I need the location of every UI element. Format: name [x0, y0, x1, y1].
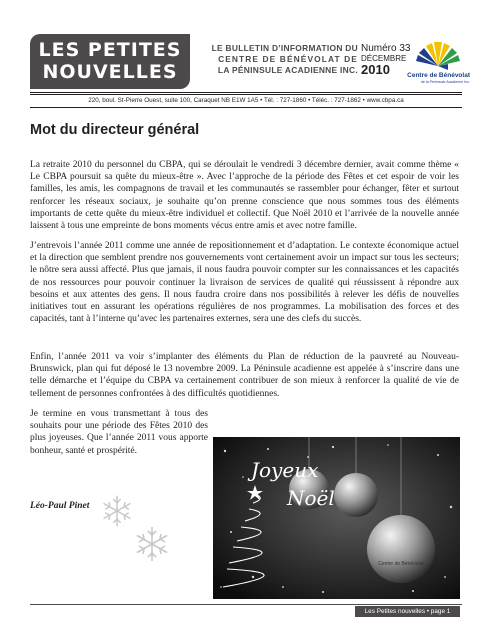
ornament-label: Centre de Bénévolat — [378, 561, 424, 567]
bulletin-line-1: LE BULLETIN D’INFORMATION DU — [211, 43, 358, 53]
signature: Léo-Paul Pinet — [30, 501, 90, 511]
greeting-line-2: Noël — [287, 486, 335, 510]
bulletin-description — [198, 43, 358, 76]
christmas-card-image — [213, 437, 460, 599]
page-footer: Les Petites nouvelles • page 1 — [355, 606, 460, 617]
contact-line: 220, boul. St-Pierre Ouest, suite 100, Caraquet NB E1W 1A5 • Tél. : 727-1860 • Téléc. : 727-1862 • www.cbpa.ca — [88, 97, 404, 104]
contact-rule — [30, 107, 462, 108]
top-rule-2 — [30, 94, 462, 95]
bulletin-line-3: LA PÉNINSULE ACADIENNE INC. — [217, 65, 358, 75]
bulletin-line-2: CENTRE DE BÉNÉVOLAT DE — [218, 54, 358, 64]
logo-name: Centre de Bénévolat — [407, 72, 470, 79]
ornament-3-icon — [367, 515, 435, 583]
article-paragraph-2: J’entrevois l’année 2011 comme une année de repositionnement et d’adaptation. Le contexte économique actuel et la direction que semblent prendre nos gouvernements vont certainement avoir un impact sur tous les secteurs; le nôtre sera aussi affecté. Plus que jamais, il nous faudra pouvoir compter sur les connaissances et les capacités de nos ressources pour pouvoir continuer la livraison de services de qualité qui réussissent à répondre aux besoins et aux attentes des gens. Il nous faudra croire dans nos possibilités à relever les défis de nouvelles initiatives tout en assurant les opérations régulières de nos programmes. La mobilisation des forces et des capacités, tant à l’interne qu’avec les partenaires externes, sera une des clefs du succès. — [30, 241, 459, 325]
ornament-2-icon — [334, 473, 378, 517]
footer-rule — [30, 604, 462, 605]
article-paragraph-3: Enfin, l’année 2011 va voir s’implanter des éléments du Plan de réduction de la pauvreté au Nouveau-Brunswick, plan qui fut déposé le 13 novembre 2009. La Péninsule acadienne est appelée à s’inscrire dans une telle démarche et l’équipe du CBPA va certainement contribuer de son mieux à renforcer la qualité de vie de tellement de personnes confrontées à des difficultés quotidiennes. — [30, 352, 459, 399]
top-rule-1 — [30, 92, 462, 93]
snowflake-icon — [99, 493, 135, 529]
article-paragraph-4: Je termine en vous transmettant à tous des souhaits pour une période des Fêtes 2010 des plus joyeuses. Que l’année 2011 vous apporte bonheur, santé et prospérité. — [30, 409, 208, 456]
article-paragraph-1: La retraite 2010 du personnel du CBPA, qui se déroulait le vendredi 3 décembre dernier, avait comme thème « Le CBPA poursuit sa quête du mieux-être ». Avec l’approche de la période des Fêtes et cet espoir de voir les familles, les amis, les compagnons de travail et les communautés se rassembler pour échanger, fêter et surtout renforcer les réseaux sociaux, je souhaite qu’on prenne conscience que nous sommes tous des éléments importants de cette quête du mieux-être individuel et collectif. Que Noël 2010 et l’arrivée de la nouvelle année laissent à tous une empreinte de bons moments vécus entre amis et avec notre famille. — [30, 160, 459, 232]
greeting-line-1: Joyeux — [251, 458, 319, 482]
snowflake-icon — [132, 524, 172, 564]
newsletter-title-line-1: LES PETITES — [38, 39, 182, 61]
newsletter-title — [30, 34, 190, 89]
article-heading: Mot du directeur général — [30, 122, 200, 138]
newsletter-title-line-2: NOUVELLES — [42, 61, 178, 83]
logo-subtitle: de la Péninsule Acadienne Inc. — [420, 80, 470, 84]
issue-year: 2010 — [361, 62, 390, 77]
issue-number: Numéro 33 — [361, 43, 411, 54]
issue-month: DÉCEMBRE — [361, 54, 407, 63]
